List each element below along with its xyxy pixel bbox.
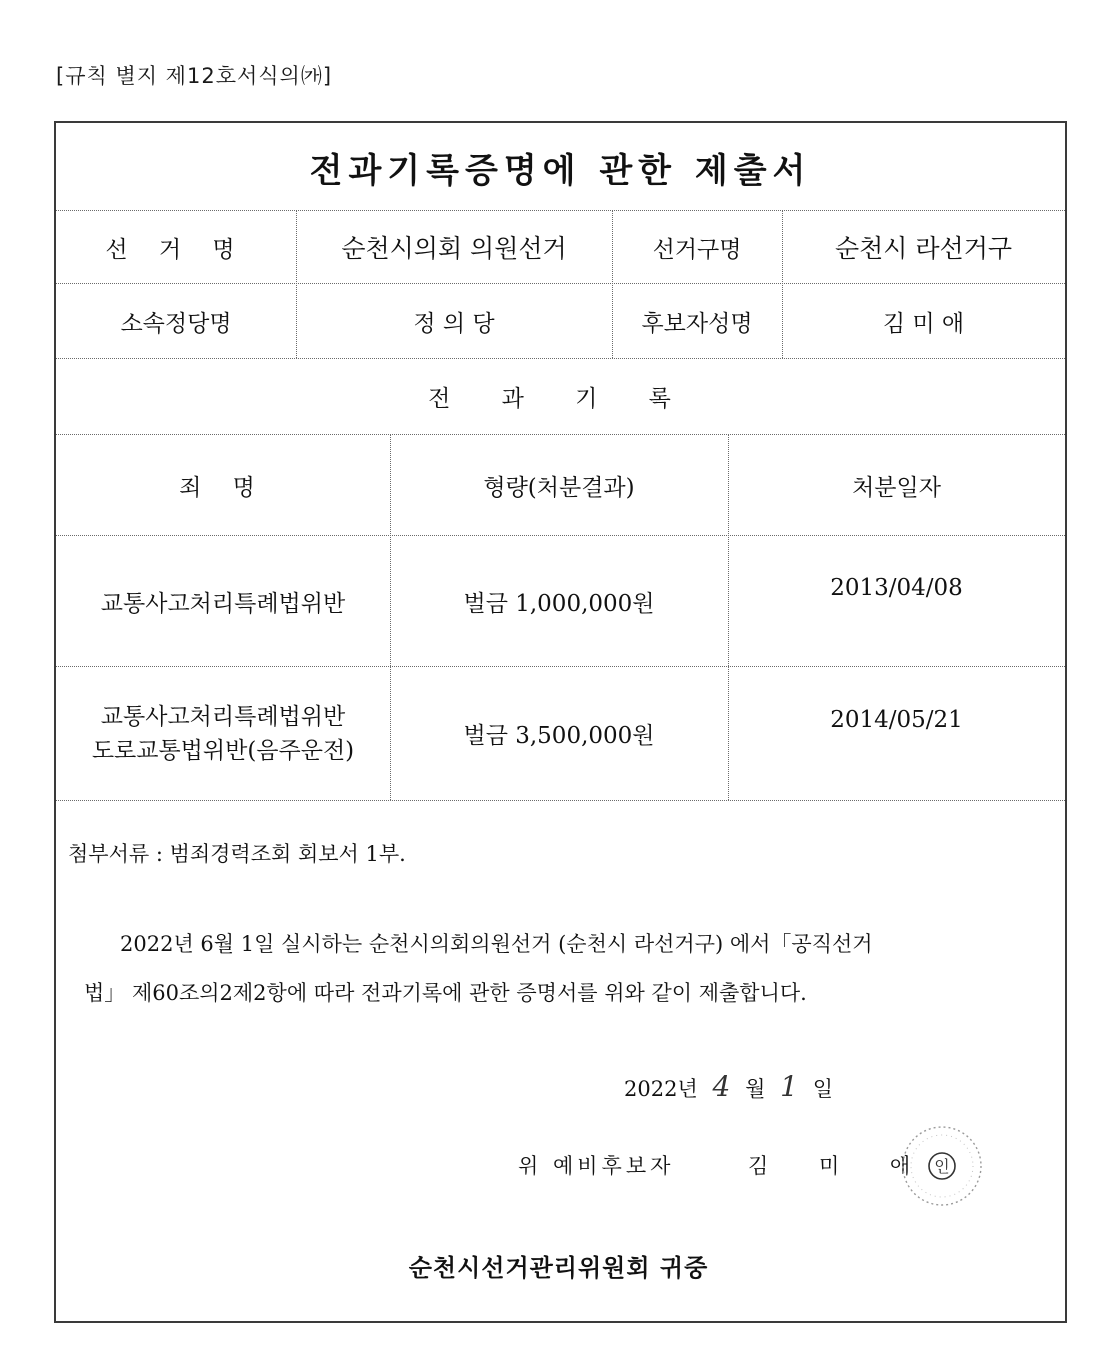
- party-value: 정 의 당: [413, 310, 495, 337]
- date-month-handwritten: 4: [712, 1070, 731, 1103]
- divider: [390, 435, 391, 800]
- table-row-1-penalty: 벌금 1,000,000원: [463, 590, 655, 617]
- table-row-2-offense: [56, 667, 390, 800]
- table-row-2-penalty: 벌금 3,500,000원: [463, 723, 655, 749]
- recipient: 순천시선거관리위원회 귀중: [408, 1253, 709, 1282]
- form-reference: [규칙 별지 제12호서식의㈎]: [56, 64, 333, 88]
- statement-line-1: 2022년 6월 1일 실시하는 순천시의회의원선거 (순천시 라선거구) 에서「공직선거: [120, 932, 873, 956]
- date-year: 2022년: [624, 1077, 698, 1101]
- statement-line-2: 법」 제60조의2제2항에 따라 전과기록에 관한 증명서를 위와 같이 제출합니다.: [84, 981, 807, 1005]
- offense-line-2: 도로교통법위반(음주운전): [91, 737, 355, 764]
- divider: [782, 211, 783, 358]
- submission-date: [624, 1070, 833, 1103]
- offense-line-1: 교통사고처리특례법위반: [100, 703, 346, 730]
- divider: [612, 211, 613, 358]
- district-label: 선거구명: [652, 236, 742, 263]
- candidate-name-label: 후보자성명: [641, 310, 753, 337]
- table-row-1-offense: 교통사고처리특례법위반: [100, 590, 346, 617]
- record-section-title: 전 과 기 록: [428, 386, 693, 412]
- date-month-label: 월: [745, 1077, 766, 1101]
- seal-mark: 인: [934, 1157, 950, 1176]
- signer-role: 위 예비후보자: [518, 1154, 675, 1178]
- party-label: 소속정당명: [120, 310, 232, 337]
- document-title: 전과기록증명에 관한 제출서: [309, 150, 812, 191]
- date-day-label: 일: [812, 1077, 834, 1101]
- divider: [56, 800, 1065, 801]
- divider: [296, 211, 297, 358]
- candidate-name-value: 김 미 애: [882, 310, 965, 337]
- table-row-1-date: 2013/04/08: [830, 575, 963, 601]
- table-row-2-date: 2014/05/21: [830, 707, 963, 733]
- date-day-handwritten: 1: [780, 1070, 798, 1103]
- header-date: 처분일자: [852, 474, 941, 501]
- signer-name: 김 미 애: [748, 1154, 933, 1178]
- seal-stamp-icon: [900, 1124, 984, 1208]
- election-name-label: 선 거 명: [105, 236, 247, 263]
- district-value: 순천시 라선거구: [835, 234, 1012, 263]
- header-penalty: 형량(처분결과): [483, 474, 635, 501]
- election-name-value: 순천시의회 의원선거: [341, 234, 567, 263]
- divider: [728, 435, 729, 800]
- attachment-note: 첨부서류 : 범죄경력조회 회보서 1부.: [68, 842, 406, 866]
- header-offense: 죄 명: [179, 474, 267, 501]
